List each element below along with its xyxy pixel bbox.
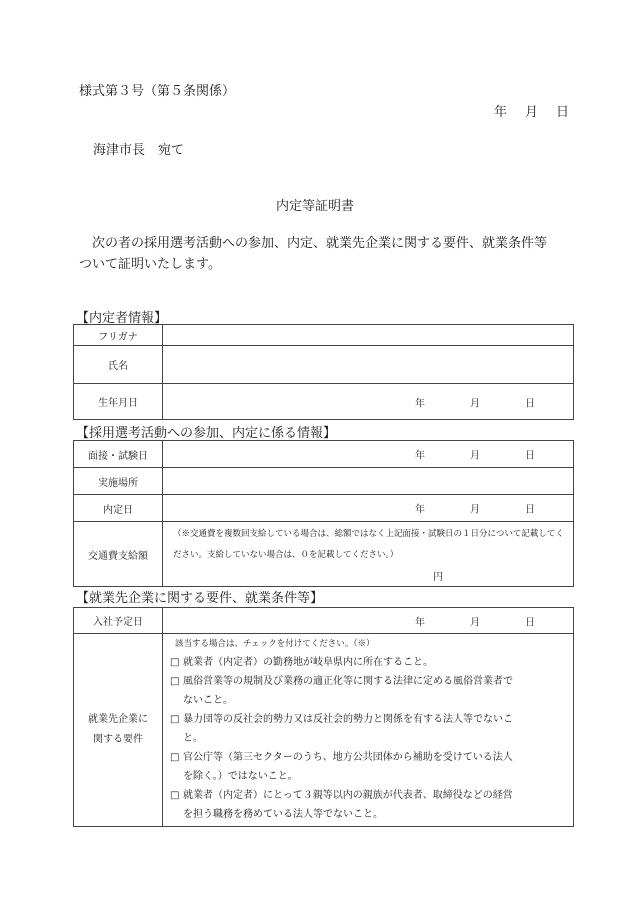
section-heading-selection: 【採用選考活動への参加、内定に係る情報】 [76,426,337,441]
requirement-text-cont: ないこと。 [183,695,233,706]
venue-field[interactable] [163,468,574,495]
requirement-item [166,786,573,824]
requirements-label-line-2: 関する要件 [93,734,143,745]
document-title: 内定等証明書 [275,199,354,214]
employer-table [73,607,574,827]
requirements-label-line-1: 就業先企業に [88,714,148,725]
form-number: 様式第３号（第５条関係） [79,84,236,99]
interview-date-label: 面接・試験日 [74,441,163,468]
requirement-text: 官公庁等（第三セクターのうち、地方公共団体から補助を受けている法人 [183,752,513,763]
offer-date-field[interactable] [163,495,574,522]
requirement-text: 風俗営業等の規制及び業務の適正化等に関する法律に定める風俗営業者で [183,676,513,687]
transport-note: （※交通費を複数回支給している場合は、総額ではなく上記面接・試験日の１日分について記載してください。支給していない場合は、０を記載してください。） [173,529,564,560]
date-month-label: 月 [525,105,539,120]
join-date-label: 入社予定日 [74,608,163,634]
requirement-item [166,672,573,710]
venue-label: 実施場所 [74,468,163,495]
day-unit: 日 [525,398,535,409]
requirements-field [163,634,574,827]
requirement-text-cont: を除く。）ではないこと。 [183,771,298,782]
offer-date-label: 内定日 [74,495,163,522]
name-label: 氏名 [74,346,163,384]
birthdate-label: 生年月日 [74,384,163,420]
selection-table [73,440,574,587]
section-heading-employer: 【就業先企業に関する要件、就業条件等】 [76,591,324,606]
transport-field[interactable] [163,522,574,587]
requirement-item [166,653,573,672]
year-unit: 年 [415,450,425,462]
month-unit: 月 [470,617,480,628]
applicant-table [73,324,574,420]
month-unit: 月 [470,450,480,462]
requirement-checkbox[interactable]: □ [170,676,180,687]
date-year-label: 年 [494,105,508,120]
furigana-field[interactable] [163,325,574,346]
join-date-field[interactable] [163,608,574,634]
year-unit: 年 [415,617,425,628]
yen-unit: 円 [433,572,443,583]
requirements-note: 該当する場合は、チェックを付けてください。（※） [175,639,375,649]
month-unit: 月 [470,398,480,409]
day-unit: 日 [525,617,535,628]
intro-text [79,233,599,275]
year-unit: 年 [415,398,425,409]
requirements-list [163,653,573,824]
requirement-text: 就業者（内定者）の勤務地が岐阜県内に所在すること。 [183,657,433,668]
requirement-checkbox[interactable]: □ [170,714,180,725]
requirements-label [74,634,163,827]
requirement-item [166,748,573,786]
requirement-text-cont: を担う職務を務めている法人等でないこと。 [183,809,383,820]
requirement-text: 暴力団等の反社会的勢力又は反社会的勢力と関係を有する法人等でないこ [183,714,513,725]
intro-line-1: 次の者の採用選考活動への参加、内定、就業先企業に関する要件、就業条件等 [92,236,548,251]
addressee: 海津市長 宛て [93,143,185,158]
birthdate-field[interactable] [163,384,574,420]
requirement-text-cont: と。 [183,733,203,744]
section-heading-applicant: 【内定者情報】 [76,311,168,326]
document-date [494,101,569,120]
requirement-checkbox[interactable]: □ [170,790,180,801]
requirement-checkbox[interactable]: □ [170,752,180,763]
name-field[interactable] [163,346,574,384]
transport-label: 交通費支給額 [74,522,163,587]
day-unit: 日 [525,504,535,516]
furigana-label: フリガナ [74,325,163,346]
date-day-label: 日 [556,105,570,120]
intro-line-2: ついて証明いたします。 [79,257,221,272]
interview-date-field[interactable] [163,441,574,468]
requirement-item [166,710,573,748]
requirement-text: 就業者（内定者）にとって３親等以内の親族が代表者、取締役などの経営 [183,790,513,801]
requirement-checkbox[interactable]: □ [170,657,180,668]
month-unit: 月 [470,504,480,516]
year-unit: 年 [415,504,425,516]
day-unit: 日 [525,450,535,462]
